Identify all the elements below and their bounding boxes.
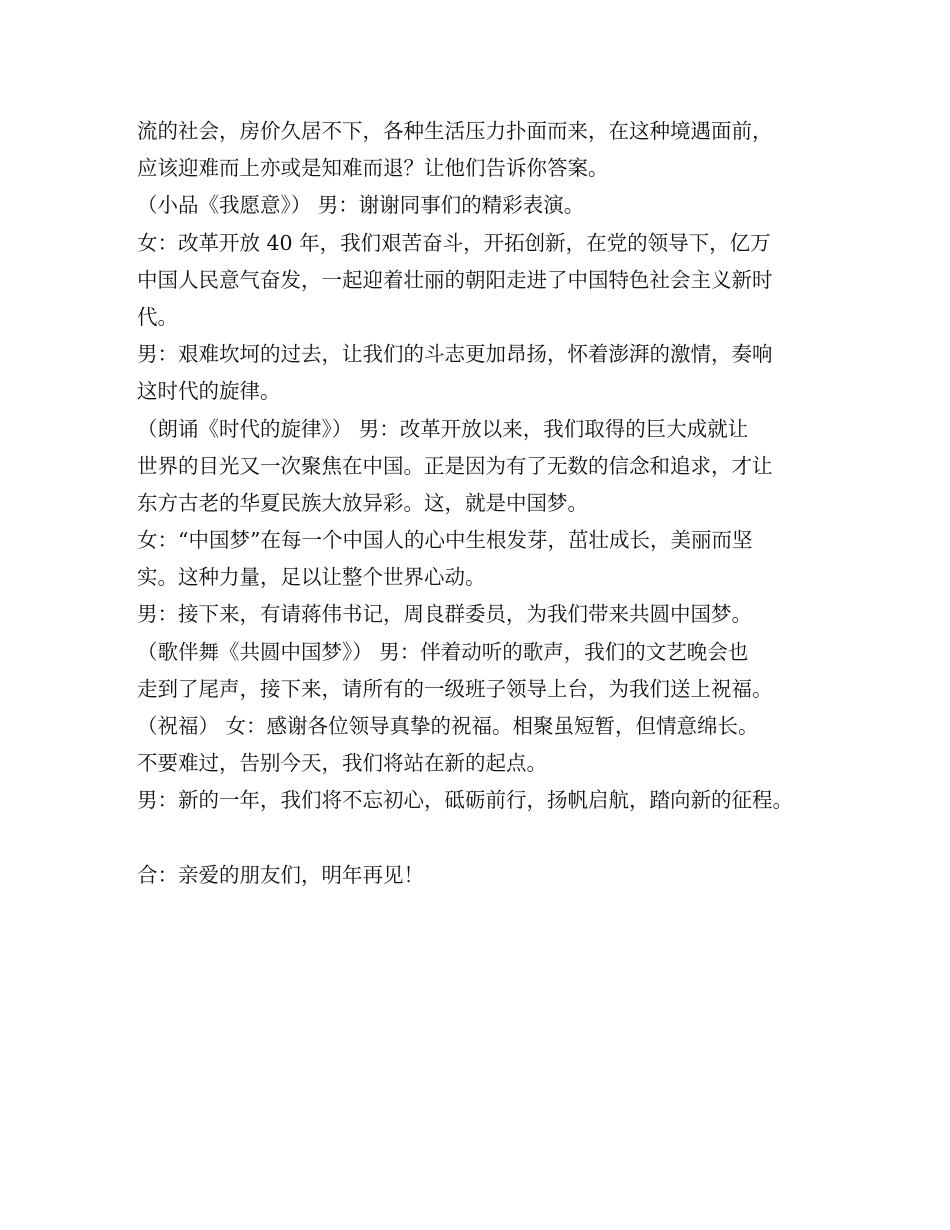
text-line-9: （朗诵《时代的旋律》） 男：改革开放以来，我们取得的巨大成就让 (137, 416, 749, 441)
text-line-19: 男：新的一年，我们将不忘初心，砥砺前行，扬帆启航，踏向新的征程。 (137, 788, 793, 813)
text-line-12: 女：“中国梦”在每一个中国人的心中生根发芽，茁壮成长，美丽而坚 (137, 528, 753, 553)
text-line-1: 流的社会，房价久居不下，各种生活压力扑面而来，在这种境遇面前， (137, 119, 773, 143)
text-line-10: 世界的目光又一次聚焦在中国。正是因为有了无数的信念和追求，才让 (137, 453, 773, 478)
text-line-14: 男：接下来，有请蒋伟书记，周良群委员，为我们带来共圆中国梦。 (137, 602, 752, 627)
script-text-body (137, 113, 837, 894)
text-line-6: 代。 (137, 304, 178, 329)
text-line-5: 中国人民意气奋发，一起迎着壮丽的朝阳走进了中国特色社会主义新时 (137, 267, 773, 292)
text-line-8: 这时代的旋律。 (137, 379, 281, 404)
blank-line (137, 820, 837, 857)
text-line-7: 男：艰难坎坷的过去，让我们的斗志更加昂扬，怀着澎湃的激情，奏响 (137, 342, 773, 367)
text-line-13: 实。这种力量，足以让整个世界心动。 (137, 565, 486, 590)
text-line-18: 不要难过，告别今天，我们将站在新的起点。 (137, 751, 547, 776)
text-line-3: （小品《我愿意》） 男：谢谢同事们的精彩表演。 (137, 193, 585, 218)
text-line-closing: 合：亲爱的朋友们，明年再见！ (137, 862, 424, 887)
text-line-15: （歌伴舞《共圆中国梦》） 男：伴着动听的歌声，我们的文艺晚会也 (137, 639, 749, 664)
text-line-2: 应该迎难而上亦或是知难而退？让他们告诉你答案。 (137, 156, 609, 181)
text-line-17: （祝福） 女：感谢各位领导真挚的祝福。相聚虽短暂，但情意绵长。 (137, 714, 759, 738)
text-line-11: 东方古老的华夏民族大放异彩。这，就是中国梦。 (137, 490, 588, 515)
text-line-16: 走到了尾声，接下来，请所有的一级班子领导上台，为我们送上祝福。 (137, 676, 773, 701)
text-line-4: 女：改革开放 40 年，我们艰苦奋斗，开拓创新，在党的领导下，亿万 (137, 230, 771, 255)
